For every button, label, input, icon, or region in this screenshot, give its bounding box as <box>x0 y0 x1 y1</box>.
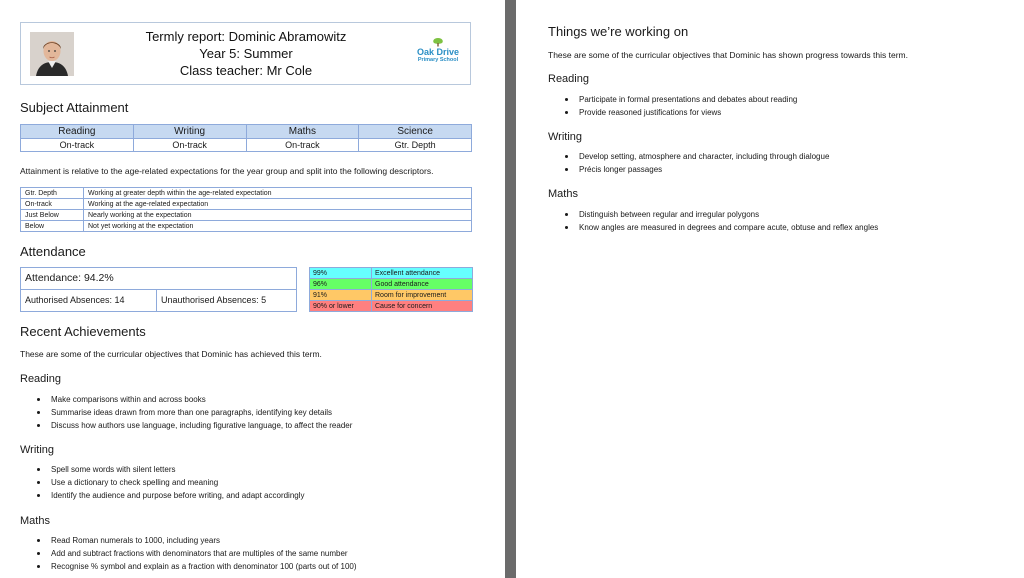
report-page-2 <box>516 0 1024 578</box>
descriptor-row <box>21 210 472 221</box>
attendance-key-label: Excellent attendance <box>372 268 473 279</box>
descriptor-row <box>21 221 472 232</box>
attendance-key-label: Cause for concern <box>372 301 473 312</box>
list-item: Make comparisons within and across books <box>20 393 352 406</box>
attendance-key-label: Room for improvement <box>372 290 473 301</box>
subject-level: On-track <box>246 139 359 152</box>
list-item: Identify the audience and purpose before writing, and adapt accordingly <box>20 489 305 502</box>
school-logo-name: Oak Drive <box>416 47 460 57</box>
attendance-overall: Attendance: 94.2% <box>21 268 296 290</box>
report-page-1 <box>0 0 505 578</box>
list-item: Précis longer passages <box>548 163 829 176</box>
attendance-box <box>20 267 297 312</box>
attainment-note: Attainment is relative to the age-related expectations for the year group and split into the following descriptors. <box>20 166 434 176</box>
achievements-heading: Recent Achievements <box>20 324 146 339</box>
working-on-section-title: Reading <box>548 73 589 85</box>
subject-header: Maths <box>246 125 359 139</box>
descriptor-text: Nearly working at the expectation <box>84 210 472 221</box>
working-on-heading: Things we’re working on <box>548 24 689 39</box>
tree-icon <box>428 37 448 47</box>
list-item: Read Roman numerals to 1000, including years <box>20 534 357 547</box>
descriptor-row <box>21 188 472 199</box>
working-on-intro: These are some of the curricular objectives that Dominic has shown progress towards this term. <box>548 50 908 60</box>
list-item: Discuss how authors use language, including figurative language, to affect the reader <box>20 419 352 432</box>
attendance-key-table <box>309 267 473 312</box>
achievements-section-title: Maths <box>20 515 50 527</box>
subject-attainment-table <box>20 124 472 152</box>
working-on-maths-list <box>548 208 878 234</box>
descriptor-text: Working at greater depth within the age-related expectation <box>84 188 472 199</box>
list-item: Distinguish between regular and irregular polygons <box>548 208 878 221</box>
working-on-writing-list <box>548 150 829 176</box>
achievements-reading-list <box>20 393 352 432</box>
list-item: Use a dictionary to check spelling and meaning <box>20 476 305 489</box>
working-on-section-title: Maths <box>548 188 578 200</box>
achievements-maths-list <box>20 534 357 573</box>
attendance-key-row <box>310 268 473 279</box>
descriptor-row <box>21 199 472 210</box>
list-item: Spell some words with silent letters <box>20 463 305 476</box>
list-item: Participate in formal presentations and debates about reading <box>548 93 797 106</box>
attendance-key-label: Good attendance <box>372 279 473 290</box>
working-on-section-title: Writing <box>548 131 583 143</box>
school-logo-sub: Primary School <box>417 57 459 63</box>
attendance-key-pct: 99% <box>310 268 372 279</box>
subject-header: Writing <box>133 125 246 139</box>
subject-header: Science <box>359 125 472 139</box>
working-on-reading-list <box>548 93 797 119</box>
school-logo <box>414 37 462 71</box>
descriptor-table <box>20 187 472 232</box>
report-title: Termly report: Dominic Abramowitz <box>145 29 347 44</box>
list-item: Add and subtract fractions with denominators that are multiples of the same number <box>20 547 357 560</box>
attendance-key-row <box>310 290 473 301</box>
attendance-key-pct: 90% or lower <box>310 301 372 312</box>
subject-level: Gtr. Depth <box>359 139 472 152</box>
descriptor-key: Below <box>21 221 84 232</box>
descriptor-key: Just Below <box>21 210 84 221</box>
list-item: Recognise % symbol and explain as a fraction with denominator 100 (parts out of 100) <box>20 560 357 573</box>
subject-level: On-track <box>21 139 134 152</box>
list-item: Develop setting, atmosphere and character, including through dialogue <box>548 150 829 163</box>
attendance-heading: Attendance <box>20 244 86 259</box>
achievements-section-title: Reading <box>20 373 61 385</box>
attendance-key-pct: 96% <box>310 279 372 290</box>
unauthorised-absences: Unauthorised Absences: 5 <box>161 295 267 305</box>
attendance-key-row <box>310 279 473 290</box>
attendance-key-row <box>310 301 473 312</box>
attendance-key-pct: 91% <box>310 290 372 301</box>
achievements-section-title: Writing <box>20 444 55 456</box>
list-item: Provide reasoned justifications for views <box>548 106 797 119</box>
descriptor-key: On-track <box>21 199 84 210</box>
descriptor-text: Working at the age-related expectation <box>84 199 472 210</box>
authorised-absences: Authorised Absences: 14 <box>21 290 157 311</box>
report-term: Year 5: Summer <box>199 46 293 61</box>
class-teacher: Class teacher: Mr Cole <box>179 63 313 78</box>
descriptor-text: Not yet working at the expectation <box>84 221 472 232</box>
achievements-intro: These are some of the curricular objectives that Dominic has achieved this term. <box>20 349 322 359</box>
attainment-heading: Subject Attainment <box>20 100 129 115</box>
student-photo <box>30 32 74 76</box>
subject-level: On-track <box>133 139 246 152</box>
achievements-writing-list <box>20 463 305 502</box>
subject-header: Reading <box>21 125 134 139</box>
descriptor-key: Gtr. Depth <box>21 188 84 199</box>
report-header <box>20 22 471 85</box>
list-item: Summarise ideas drawn from more than one paragraphs, identifying key details <box>20 406 352 419</box>
list-item: Know angles are measured in degrees and compare acute, obtuse and reflex angles <box>548 221 878 234</box>
